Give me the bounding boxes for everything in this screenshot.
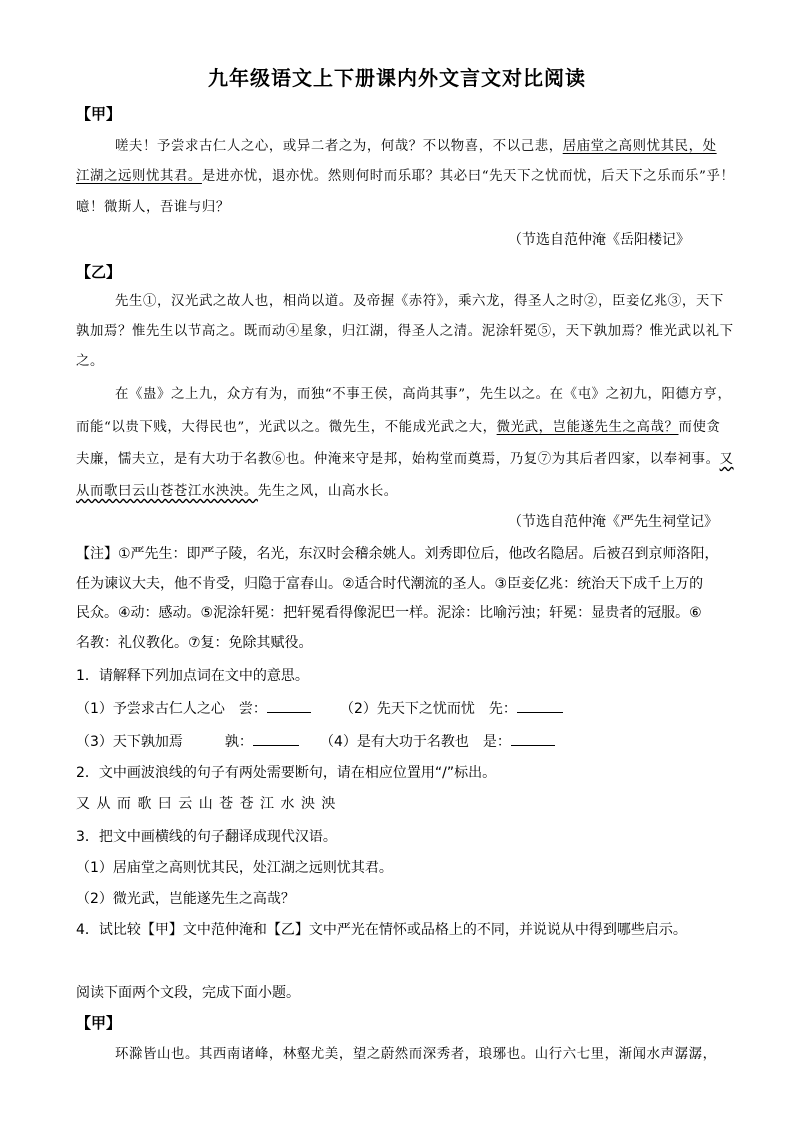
passage-b-line-3: 之。 (76, 354, 104, 369)
question-3-2: （2）微光武，岂能遂先生之高哉？ (76, 891, 295, 907)
question-2-sentence: 又 从 而 歌 曰 云 山 苍 苍 江 水 泱 泱 (76, 796, 337, 812)
passage-b-source: （节选自范仲淹《严先生祠堂记》 (508, 514, 718, 530)
passage-a-heading: 【甲】 (76, 105, 122, 123)
note-line-4: 名教：礼仪教化。⑦复：免除其赋役。 (76, 635, 313, 651)
question-1-items-row-2b (320, 731, 555, 752)
passage-b-line-7 (76, 482, 398, 502)
passage-a-line-1 (115, 137, 717, 157)
answer-blank[interactable] (253, 731, 299, 746)
answer-blank[interactable] (267, 698, 311, 713)
question-1-4: （4）是有大功于名教也 是： (320, 734, 511, 750)
passage-b-text: 而能“以贵下贱，大得民也”，光武以之。微先生，不能成光武之大， (76, 420, 497, 435)
passage-b-line-1: 先生①，汉光武之故人也，相尚以道。及帝握《赤符》，乘六龙，得圣人之时②，臣妾亿兆③，天下 (115, 294, 724, 309)
question-1-items-row-1b (340, 698, 563, 719)
note-line-2: 任为谏议大夫，他不肯受，归隐于富春山。②适合时代潮流的圣人。③臣妾亿兆：统治天下成千上万的 (76, 576, 704, 592)
next-intro: 阅读下面两个文段，完成下面小题。 (76, 985, 300, 1001)
passage-b-heading: 【乙】 (76, 263, 122, 281)
passage-b-line-6 (76, 450, 734, 470)
question-1: 1．请解释下列加点词在文中的意思。 (76, 668, 309, 684)
passage-a-source: （节选自范仲淹《岳阳楼记》 (508, 232, 690, 248)
passage-b-line-2: 孰加焉？惟先生以节高之。既而动④星象，归江湖，得圣人之清。泥涂轩冕⑤，天下孰加焉？惟光武以礼下 (76, 324, 734, 339)
question-1-items-row-1 (76, 698, 311, 719)
question-1-1: （1）予尝求古仁人之心 尝： (76, 701, 267, 717)
passage-a-line-2 (76, 167, 734, 187)
note-line-3: 民众。④动：感动。⑤泥涂轩冕：把轩冕看得像泥巴一样。泥涂：比喻污浊；轩冕：显贵者的冠服。⑥ (76, 605, 702, 621)
underlined-sentence-a: 居庙堂之高则忧其民，处 (562, 139, 717, 154)
passage-b-text: 先生之风，山高水长。 (257, 484, 398, 499)
question-2: 2．文中画波浪线的句子有两处需要断句，请在相应位置用“/”标出。 (76, 765, 497, 781)
wavy-sentence-cont: 从而歌曰云山苍苍江水泱泱。 (76, 484, 258, 499)
passage-b-line-5 (76, 418, 721, 438)
answer-blank[interactable] (517, 698, 563, 713)
wavy-sentence: 又 (719, 452, 734, 467)
passage-b-text: 而使贪 (678, 420, 721, 435)
passage-b-text: 夫廉，懦夫立，是有大功于名教⑥也。仲淹来守是邦，始构堂而奠焉，乃复⑦为其后者四家，以奉祠事。 (76, 452, 720, 467)
question-3-1: （1）居庙堂之高则忧其民，处江湖之远则忧其君。 (76, 860, 393, 876)
passage-a-text: 嗟夫！予尝求古仁人之心，或异二者之为，何哉？不以物喜，不以己悲， (115, 139, 563, 154)
passage-b-line-4: 在《蛊》之上九，众方有为，而独“不事王侯，高尚其事”，先生以之。在《屯》之初九，阳德方亨， (115, 387, 732, 402)
question-4: 4．试比较【甲】文中范仲淹和【乙】文中严光在情怀或品格上的不同，并说说从中得到哪些启示。 (76, 922, 687, 938)
note-line-1: 【注】①严先生：即严子陵，名光，东汉时会稽余姚人。刘秀即位后，他改名隐居。后被召到京师洛阳， (76, 546, 719, 562)
passage-a-line-3: 噫！微斯人，吾谁与归？ (76, 200, 230, 215)
question-1-2: （2）先天下之忧而忧 先： (340, 701, 517, 717)
passage-a-text: 是进亦忧，退亦忧。然则何时而乐耶？其必曰“先天下之忧而忧，后天下之乐而乐”乎！ (201, 169, 735, 184)
question-1-items-row-2 (76, 731, 299, 752)
next-passage-heading: 【甲】 (76, 1014, 122, 1032)
next-passage-line-1: 环滁皆山也。其西南诸峰，林壑尤美，望之蔚然而深秀者，琅琊也。山行六七里，渐闻水声潺潺， (115, 1047, 717, 1062)
question-3: 3．把文中画横线的句子翻译成现代汉语。 (76, 829, 337, 845)
answer-blank[interactable] (511, 731, 555, 746)
page-title: 九年级语文上下册课内外文言文对比阅读 (208, 66, 586, 90)
underlined-sentence-a-cont: 江湖之远则忧其君。 (76, 169, 202, 184)
question-1-3: （3）天下孰加焉 孰： (76, 734, 253, 750)
underlined-sentence-b: 微光武，岂能遂先生之高哉？ (496, 420, 679, 435)
